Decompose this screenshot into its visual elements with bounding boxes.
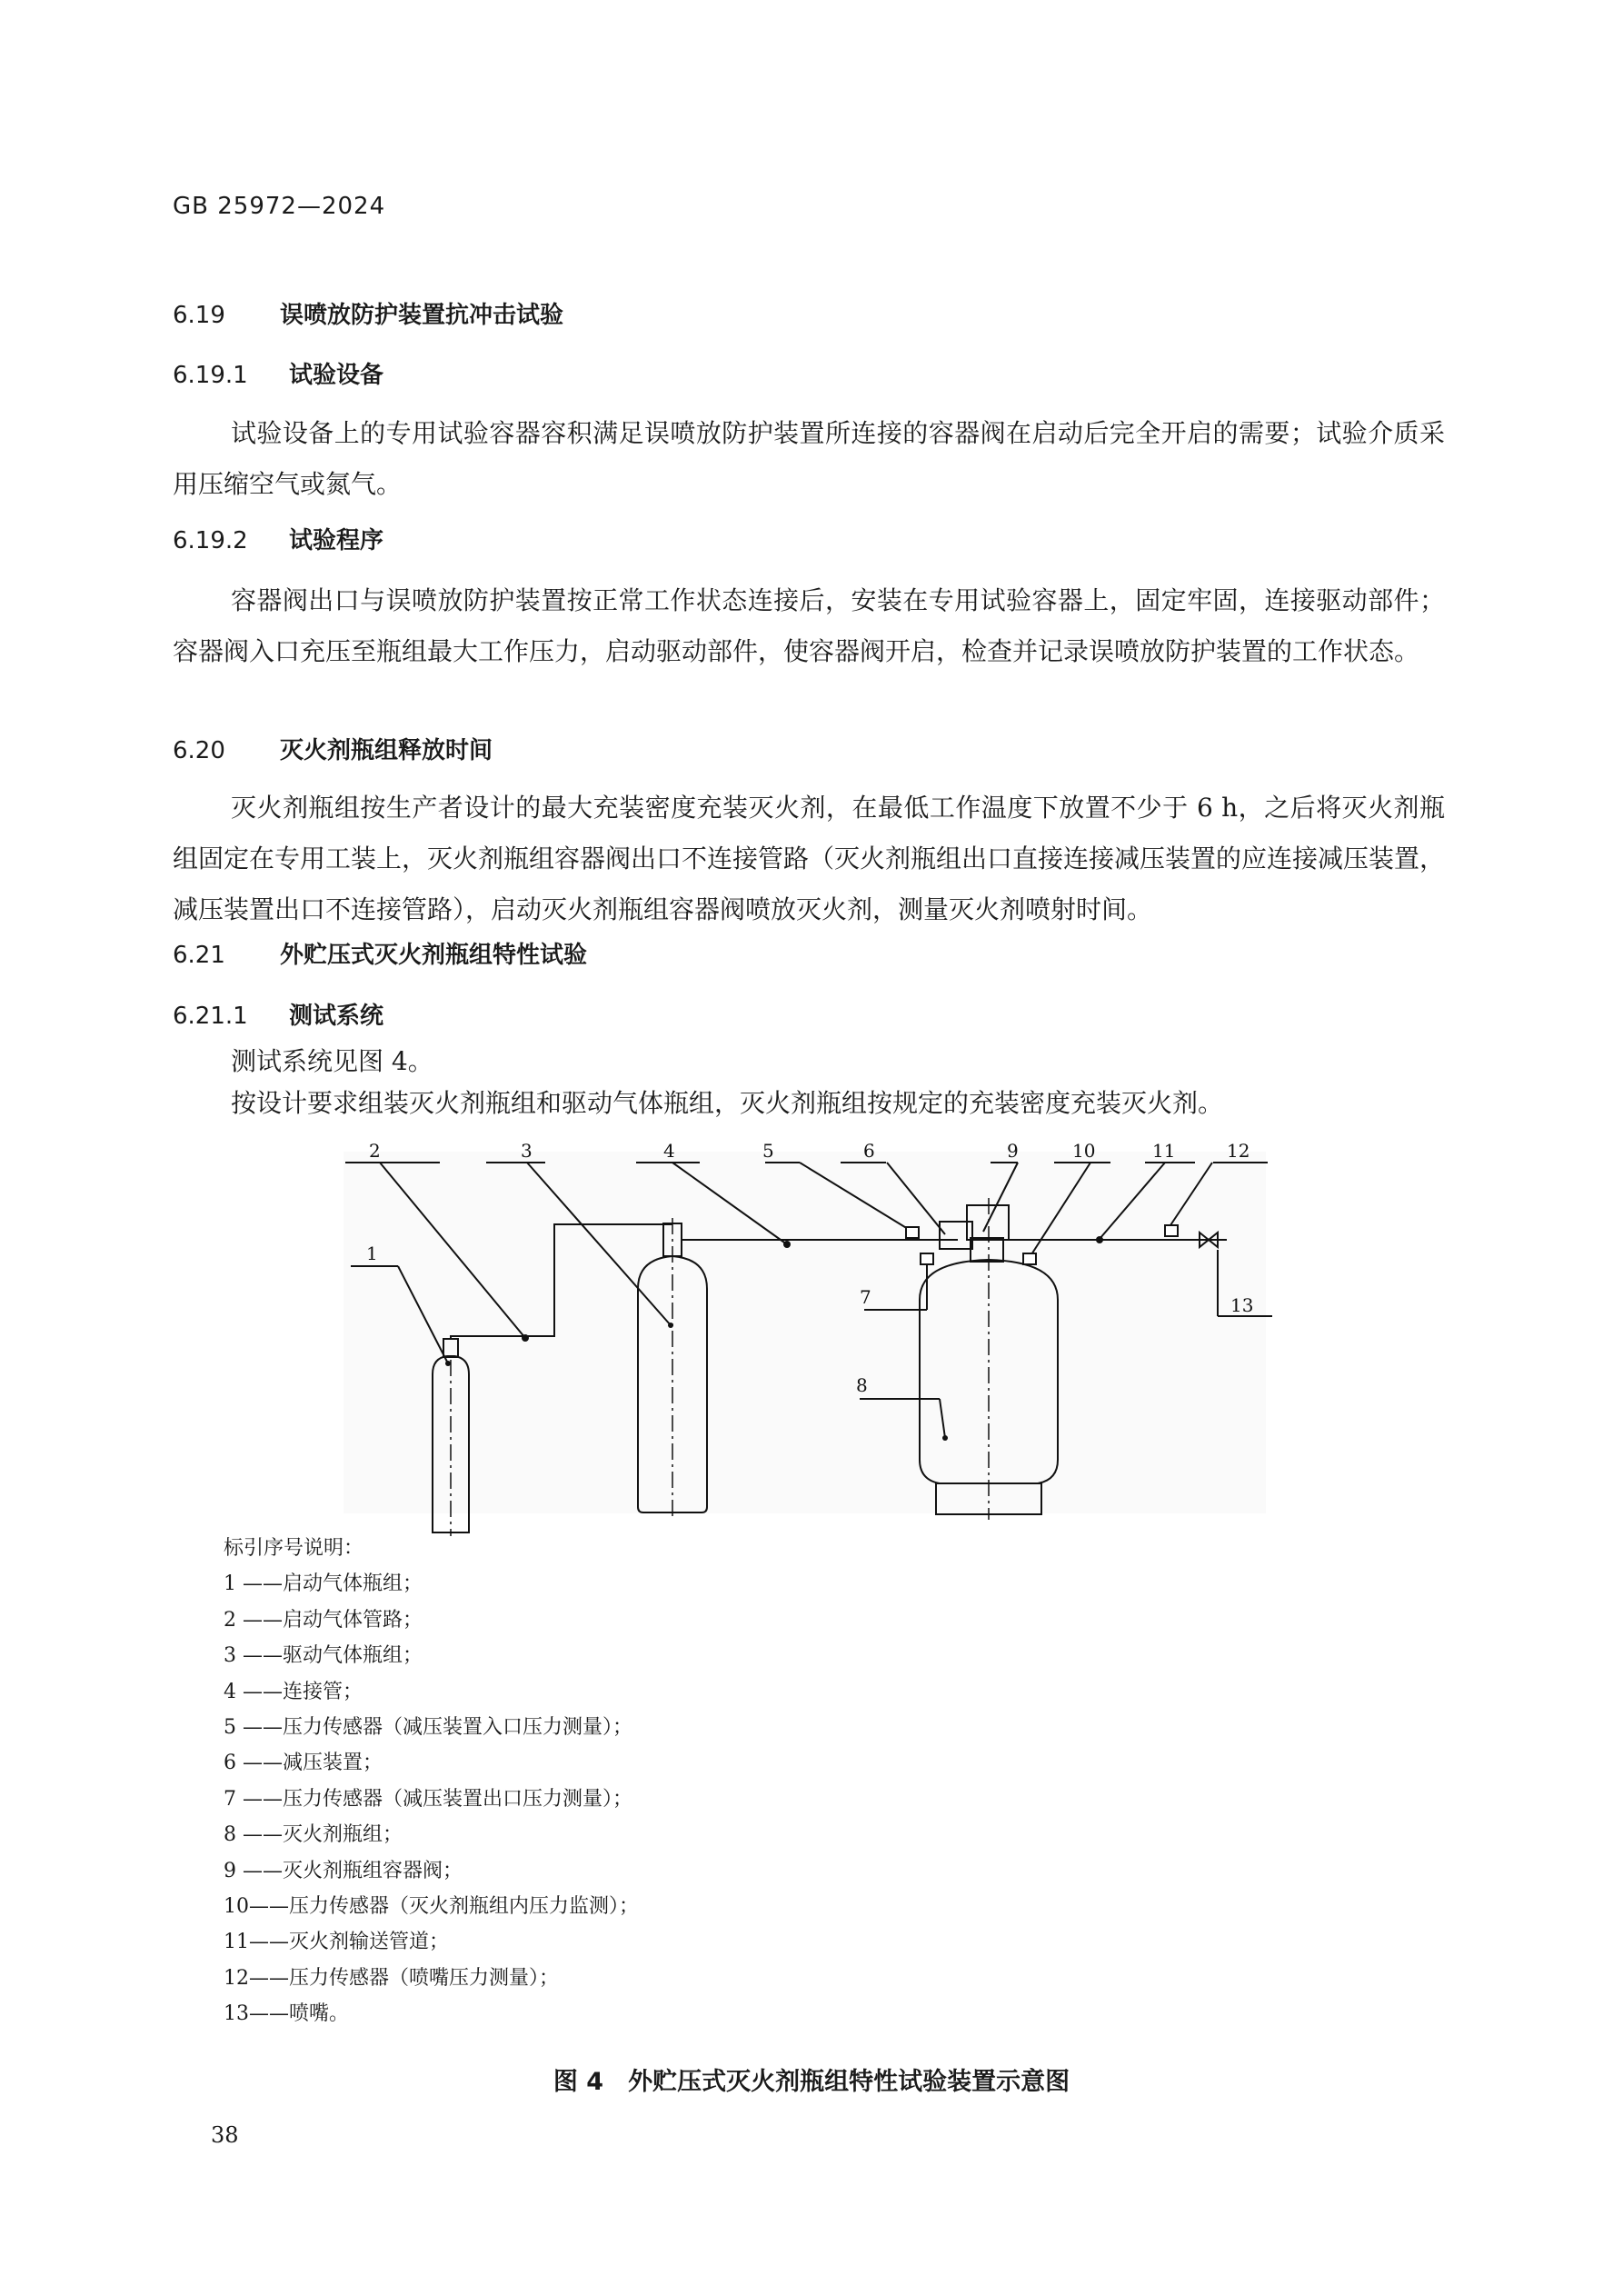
legend-item: 11——灭火剂输送管道； — [224, 1931, 449, 1954]
paragraph-6-21-1-b: 按设计要求组装灭火剂瓶组和驱动气体瓶组，灭火剂瓶组按规定的充装密度充装灭火剂。 — [231, 1088, 1224, 1118]
pressure-sensor-5 — [906, 1227, 919, 1238]
legend-item: 7 ——压力传感器（减压装置出口压力测量）； — [224, 1787, 632, 1811]
legend-title: 标引序号说明： — [224, 1537, 364, 1560]
section-number: 6.19.2 — [173, 527, 248, 554]
legend-item: 3 ——驱动气体瓶组； — [224, 1644, 423, 1668]
standard-number: GB 25972—2024 — [173, 193, 386, 220]
diagram-label-6: 6 — [863, 1140, 875, 1162]
diagram-label-5: 5 — [762, 1140, 774, 1162]
section-title: 试验设备 — [289, 362, 384, 389]
legend-item: 8 ——灭火剂瓶组； — [224, 1823, 403, 1847]
figure-legend — [224, 1531, 639, 2032]
junction-dot-1 — [445, 1361, 451, 1366]
junction-dot-2 — [522, 1334, 529, 1342]
legend-item: 4 ——连接管； — [224, 1680, 363, 1703]
legend-item: 6 ——减压装置； — [224, 1752, 383, 1775]
legend-item: 13——喷嘴。 — [224, 2002, 349, 2026]
diagram-label-4: 4 — [663, 1140, 675, 1162]
diagram-label-3: 3 — [521, 1140, 533, 1162]
diagram-label-1: 1 — [366, 1243, 378, 1264]
diagram-label-7: 7 — [860, 1286, 871, 1308]
section-number: 6.19 — [173, 302, 225, 329]
section-title: 灭火剂瓶组释放时间 — [280, 737, 493, 764]
pressure-sensor-12 — [1165, 1225, 1178, 1236]
junction-dot-11 — [1096, 1236, 1103, 1243]
diagram-label-10: 10 — [1072, 1140, 1096, 1162]
legend-item: 2 ——启动气体管路； — [224, 1608, 423, 1632]
junction-dot-3 — [668, 1323, 673, 1328]
legend-item: 1 ——启动气体瓶组； — [224, 1572, 423, 1596]
legend-item: 12——压力传感器（喷嘴压力测量）； — [224, 1966, 559, 1990]
section-number: 6.20 — [173, 737, 225, 764]
paragraph-text: 试验设备上的专用试验容器容积满足误喷放防护装置所连接的容器阀在启动后完全开启的需要；试验介质采用压缩空气或氮气。 — [173, 418, 1445, 499]
paragraph-6-21-1-a: 测试系统见图 4。 — [231, 1046, 433, 1076]
paragraph-text: 容器阀出口与误喷放防护装置按正常工作状态连接后，安装在专用试验容器上，固定牢固，连接驱动部件；容器阀入口充压至瓶组最大工作压力，启动驱动部件，使容器阀开启，检查并记录误喷放防护装置的工作状态。 — [173, 585, 1445, 666]
section-number: 6.21.1 — [173, 1003, 248, 1030]
legend-item: 9 ——灭火剂瓶组容器阀； — [224, 1859, 463, 1882]
diagram-label-8: 8 — [856, 1374, 868, 1396]
legend-item: 10——压力传感器（灭火剂瓶组内压力监测）； — [224, 1895, 639, 1919]
diagram-label-9: 9 — [1007, 1140, 1019, 1162]
junction-dot-8 — [942, 1435, 948, 1441]
page-number: 38 — [211, 2122, 239, 2148]
section-title: 误喷放防护装置抗冲击试验 — [280, 302, 564, 329]
junction-dot-4 — [783, 1241, 791, 1248]
diagram-label-11: 11 — [1152, 1140, 1176, 1162]
diagram-label-2: 2 — [369, 1140, 381, 1162]
section-number: 6.21 — [173, 942, 225, 969]
pressure-sensor-7 — [921, 1253, 933, 1264]
figure-caption: 图 4 外贮压式灭火剂瓶组特性试验装置示意图 — [553, 2068, 1070, 2096]
section-title: 试验程序 — [289, 527, 384, 554]
legend-item: 5 ——压力传感器（减压装置入口压力测量）； — [224, 1716, 632, 1740]
pressure-sensor-10 — [1023, 1253, 1036, 1264]
paragraph-text: 灭火剂瓶组按生产者设计的最大充装密度充装灭火剂，在最低工作温度下放置不少于 6 h，之后将灭火剂瓶组固定在专用工装上，灭火剂瓶组容器阀出口不连接管路（灭火剂瓶组出口直接连接减压装置的应连接减压装置，减压装置出口不连接管路），启动灭火剂瓶组容器阀喷放灭火剂，测量灭火剂喷射时间。 — [173, 793, 1446, 924]
section-title: 外贮压式灭火剂瓶组特性试验 — [280, 942, 588, 969]
section-number: 6.19.1 — [173, 362, 248, 389]
diagram-label-13: 13 — [1230, 1294, 1254, 1316]
diagram-label-12: 12 — [1227, 1140, 1250, 1162]
section-title: 测试系统 — [289, 1003, 384, 1030]
